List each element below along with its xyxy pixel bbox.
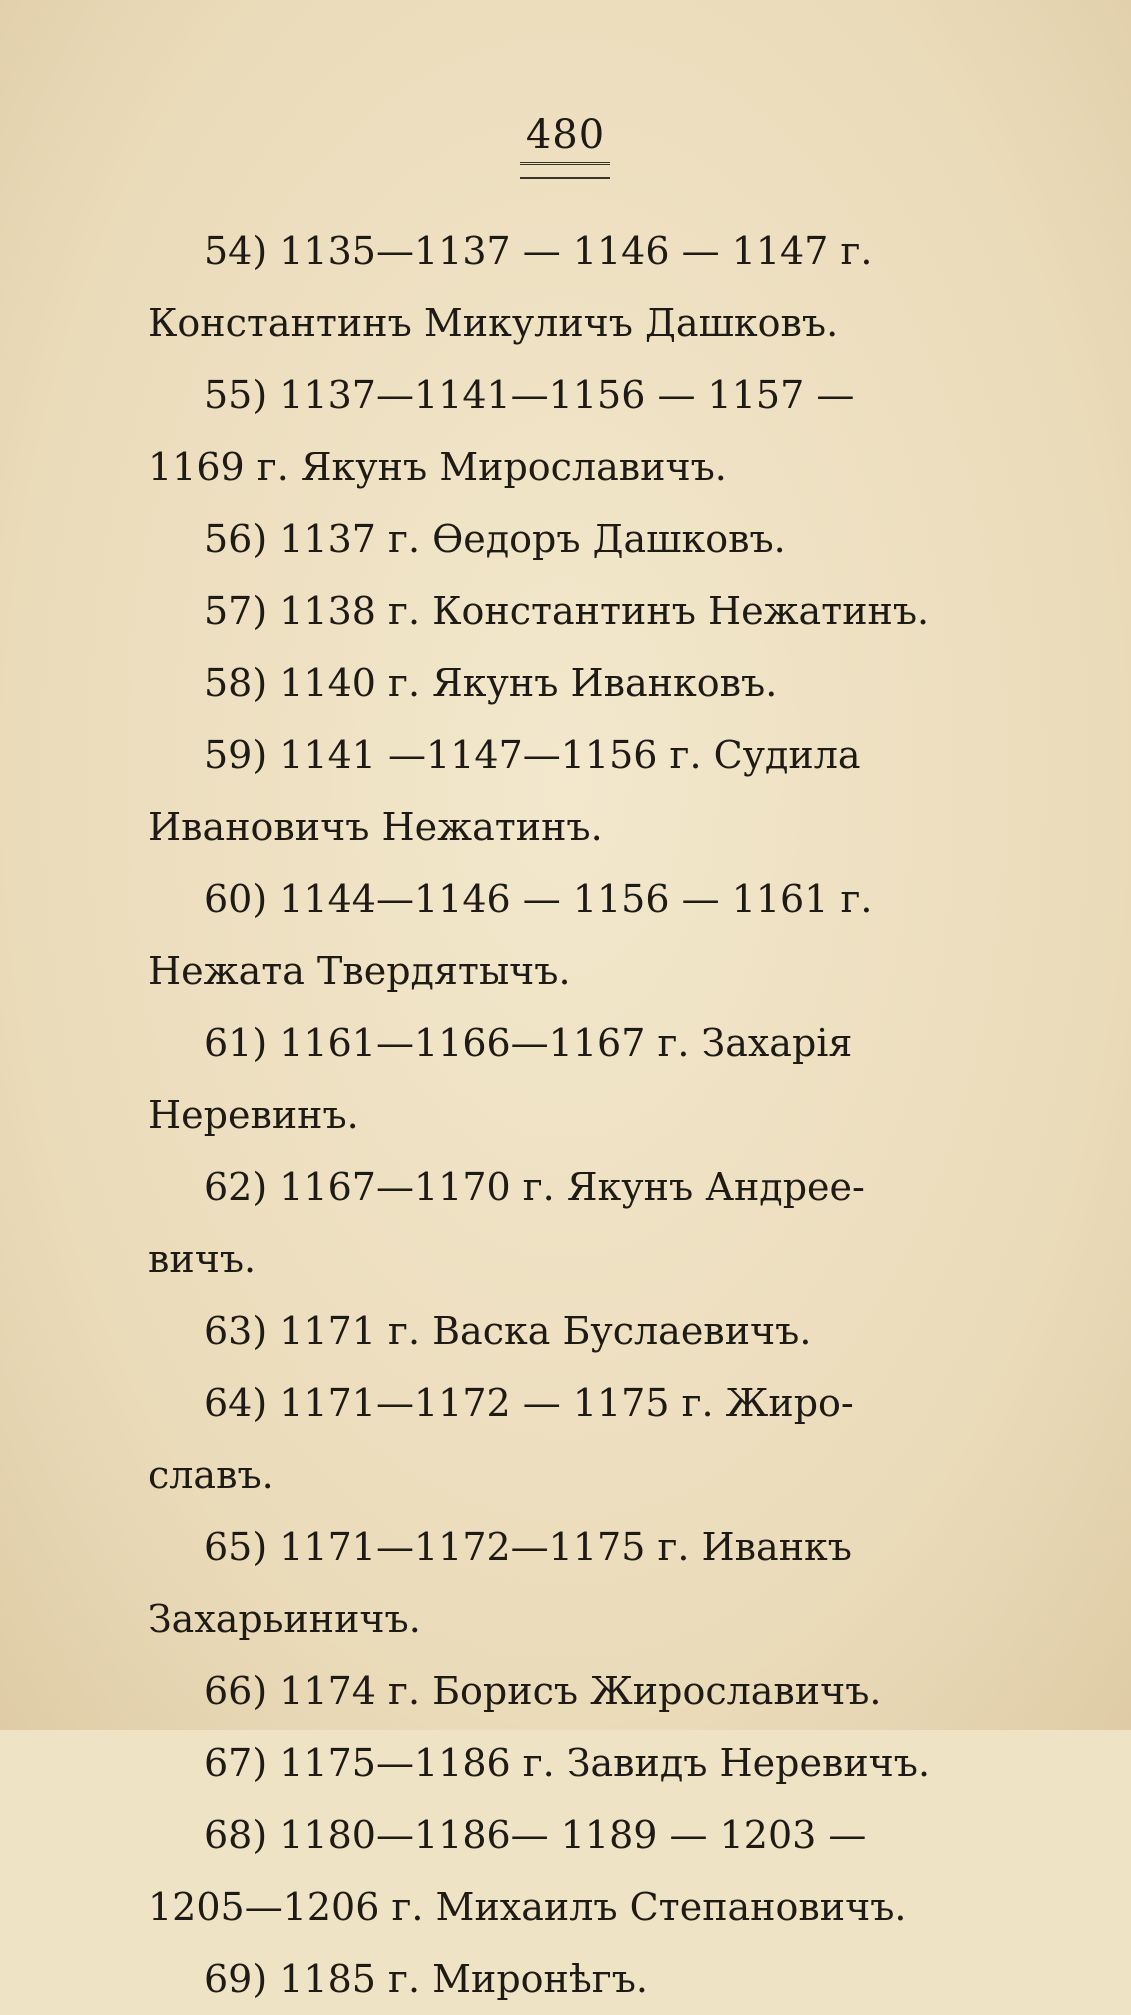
header-rule: [520, 162, 610, 179]
entry-line: 67) 1175—1186 г. Завидъ Неревичъ.: [204, 1741, 931, 1785]
entry-line: 61) 1161—1166—1167 г. Захарія: [204, 1021, 853, 1065]
entry-continuation: славъ.: [148, 1453, 274, 1497]
entry-continuation: Константинъ Микуличъ Дашковъ.: [148, 301, 839, 345]
entry-line: 68) 1180—1186— 1189 — 1203 —: [204, 1813, 867, 1857]
list-entry: [148, 1943, 984, 2015]
entry-line: 63) 1171 г. Васка Буслаевичъ.: [204, 1309, 812, 1353]
entry-line: 56) 1137 г. Ѳедоръ Дашковъ.: [204, 517, 786, 561]
entry-line: 57) 1138 г. Константинъ Нежатинъ.: [204, 589, 930, 633]
list-entry: [148, 719, 984, 863]
list-entry: [148, 1007, 984, 1151]
list-entry: [148, 503, 984, 575]
list-entry: [148, 1151, 984, 1295]
list-entry: [148, 215, 984, 359]
entry-continuation: Ивановичъ Нежатинъ.: [148, 805, 603, 849]
entry-continuation: 1205—1206 г. Михаилъ Степановичъ.: [148, 1885, 907, 1929]
entry-continuation: Захарьиничъ.: [148, 1597, 421, 1641]
entry-line: 65) 1171—1172—1175 г. Иванкъ: [204, 1525, 852, 1569]
list-entry: [148, 575, 984, 647]
list-entry: [148, 1367, 984, 1511]
list-entry: [148, 359, 984, 503]
list-entry: [148, 1511, 984, 1655]
entry-line: 62) 1167—1170 г. Якунъ Андрее-: [204, 1165, 865, 1209]
entry-line: 55) 1137—1141—1156 — 1157 —: [204, 373, 855, 417]
entry-line: 54) 1135—1137 — 1146 — 1147 г.: [204, 229, 873, 273]
list-entry: [148, 647, 984, 719]
list-entry: [148, 1799, 984, 1943]
entry-line: 59) 1141 —1147—1156 г. Судила: [204, 733, 861, 777]
list-entry: [148, 1295, 984, 1367]
list-entry: [148, 1727, 984, 1799]
entry-line: 66) 1174 г. Борисъ Жирославичъ.: [204, 1669, 882, 1713]
entry-continuation: 1169 г. Якунъ Мирославичъ.: [148, 445, 727, 489]
entry-list: [148, 215, 984, 2015]
entry-line: 69) 1185 г. Миронѣгъ.: [204, 1957, 648, 2001]
entry-line: 64) 1171—1172 — 1175 г. Жиро-: [204, 1381, 854, 1425]
entry-line: 60) 1144—1146 — 1156 — 1161 г.: [204, 877, 873, 921]
list-entry: [148, 1655, 984, 1727]
entry-continuation: Нежата Твердятычъ.: [148, 949, 571, 993]
page-number: 480: [525, 112, 606, 158]
entry-continuation: Неревинъ.: [148, 1093, 359, 1137]
list-entry: [148, 863, 984, 1007]
entry-line: 58) 1140 г. Якунъ Иванковъ.: [204, 661, 778, 705]
entry-continuation: вичъ.: [148, 1237, 257, 1281]
